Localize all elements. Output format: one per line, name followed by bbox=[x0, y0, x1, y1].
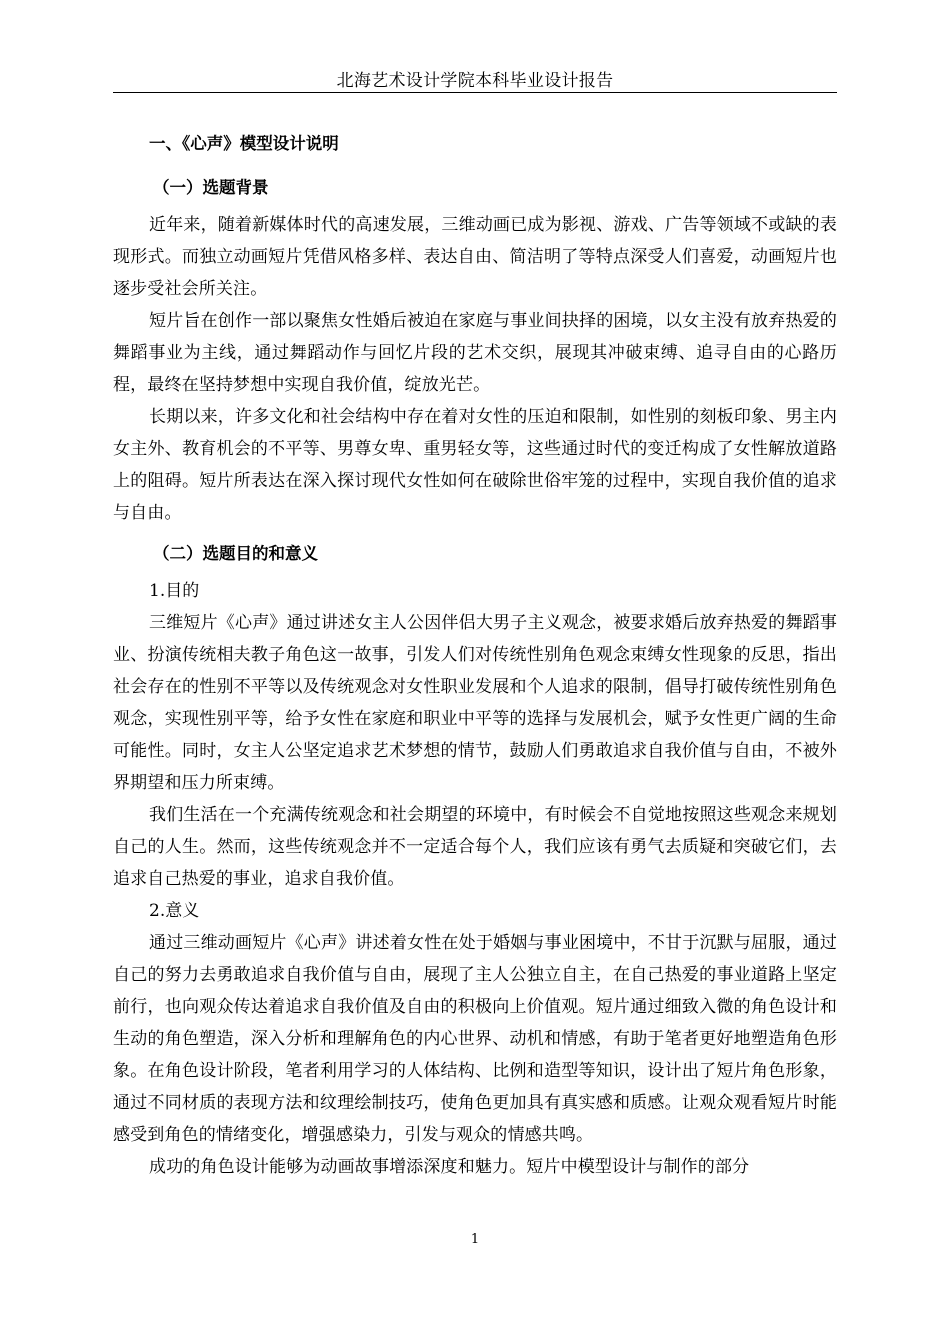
subsection-heading-purpose-meaning: （二）选题目的和意义 bbox=[153, 544, 318, 563]
page-body bbox=[113, 125, 837, 1183]
paragraph: 三维短片《心声》通过讲述女主人公因伴侣大男子主义观念，被要求婚后放弃热爱的舞蹈事业、扮演传统相夫教子角色这一故事，引发人们对传统性别角色观念束缚女性现象的反思，指出社会存在的性别不平等以及传统观念对女性职业发展和个人追求的限制，倡导打破传统性别角色观念，实现性别平等，给予女性在家庭和职业中平等的选择与发展机会，赋予女性更广阔的生命可能性。同时，女主人公坚定追求艺术梦想的情节，鼓励人们勇敢追求自我价值与自由，不被外界期望和压力所束缚。 bbox=[113, 613, 837, 793]
paragraph: 通过三维动画短片《心声》讲述着女性在处于婚姻与事业困境中，不甘于沉默与屈服，通过自己的努力去勇敢追求自我价值与自由，展现了主人公独立自主，在自己热爱的事业道路上坚定前行，也向观众传达着追求自我价值及自由的积极向上价值观。短片通过细致入微的角色设计和生动的角色塑造，深入分析和理解角色的内心世界、动机和情感，有助于笔者更好地塑造角色形象。在角色设计阶段，笔者利用学习的人体结构、比例和造型等知识，设计出了短片角色形象，通过不同材质的表现方法和纹理绘制技巧，使角色更加具有真实感和质感。让观众观看短片时能感受到角色的情绪变化，增强感染力，引发与观众的情感共鸣。 bbox=[113, 933, 837, 1145]
page-header-title: 北海艺术设计学院本科毕业设计报告 bbox=[336, 71, 614, 91]
paragraph: 成功的角色设计能够为动画故事增添深度和魅力。短片中模型设计与制作的部分 bbox=[149, 1157, 750, 1177]
purpose-label: 1.目的 bbox=[149, 581, 200, 601]
subsection-heading-background: （一）选题背景 bbox=[153, 178, 269, 197]
paragraph: 短片旨在创作一部以聚焦女性婚后被迫在家庭与事业间抉择的困境，以女主没有放弃热爱的舞蹈事业为主线，通过舞蹈动作与回忆片段的艺术交织，展现其冲破束缚、追寻自由的心路历程，最终在坚持梦想中实现自我价值，绽放光芒。 bbox=[113, 311, 837, 395]
section-heading: 一、《心声》模型设计说明 bbox=[149, 134, 339, 153]
page-number: 1 bbox=[470, 1232, 480, 1247]
paragraph: 长期以来，许多文化和社会结构中存在着对女性的压迫和限制，如性别的刻板印象、男主内女主外、教育机会的不平等、男尊女卑、重男轻女等，这些通过时代的变迁构成了女性解放道路上的阻碍。短片所表达在深入探讨现代女性如何在破除世俗牢笼的过程中，实现自我价值的追求与自由。 bbox=[113, 407, 837, 523]
header-divider bbox=[113, 92, 837, 93]
paragraph: 我们生活在一个充满传统观念和社会期望的环境中，有时候会不自觉地按照这些观念来规划自己的人生。然而，这些传统观念并不一定适合每个人，我们应该有勇气去质疑和突破它们，去追求自己热爱的事业，追求自我价值。 bbox=[113, 805, 837, 889]
meaning-label: 2.意义 bbox=[149, 901, 200, 921]
paragraph: 近年来，随着新媒体时代的高速发展，三维动画已成为影视、游戏、广告等领域不或缺的表现形式。而独立动画短片凭借风格多样、表达自由、简洁明了等特点深受人们喜爱，动画短片也逐步受社会所关注。 bbox=[113, 215, 837, 299]
